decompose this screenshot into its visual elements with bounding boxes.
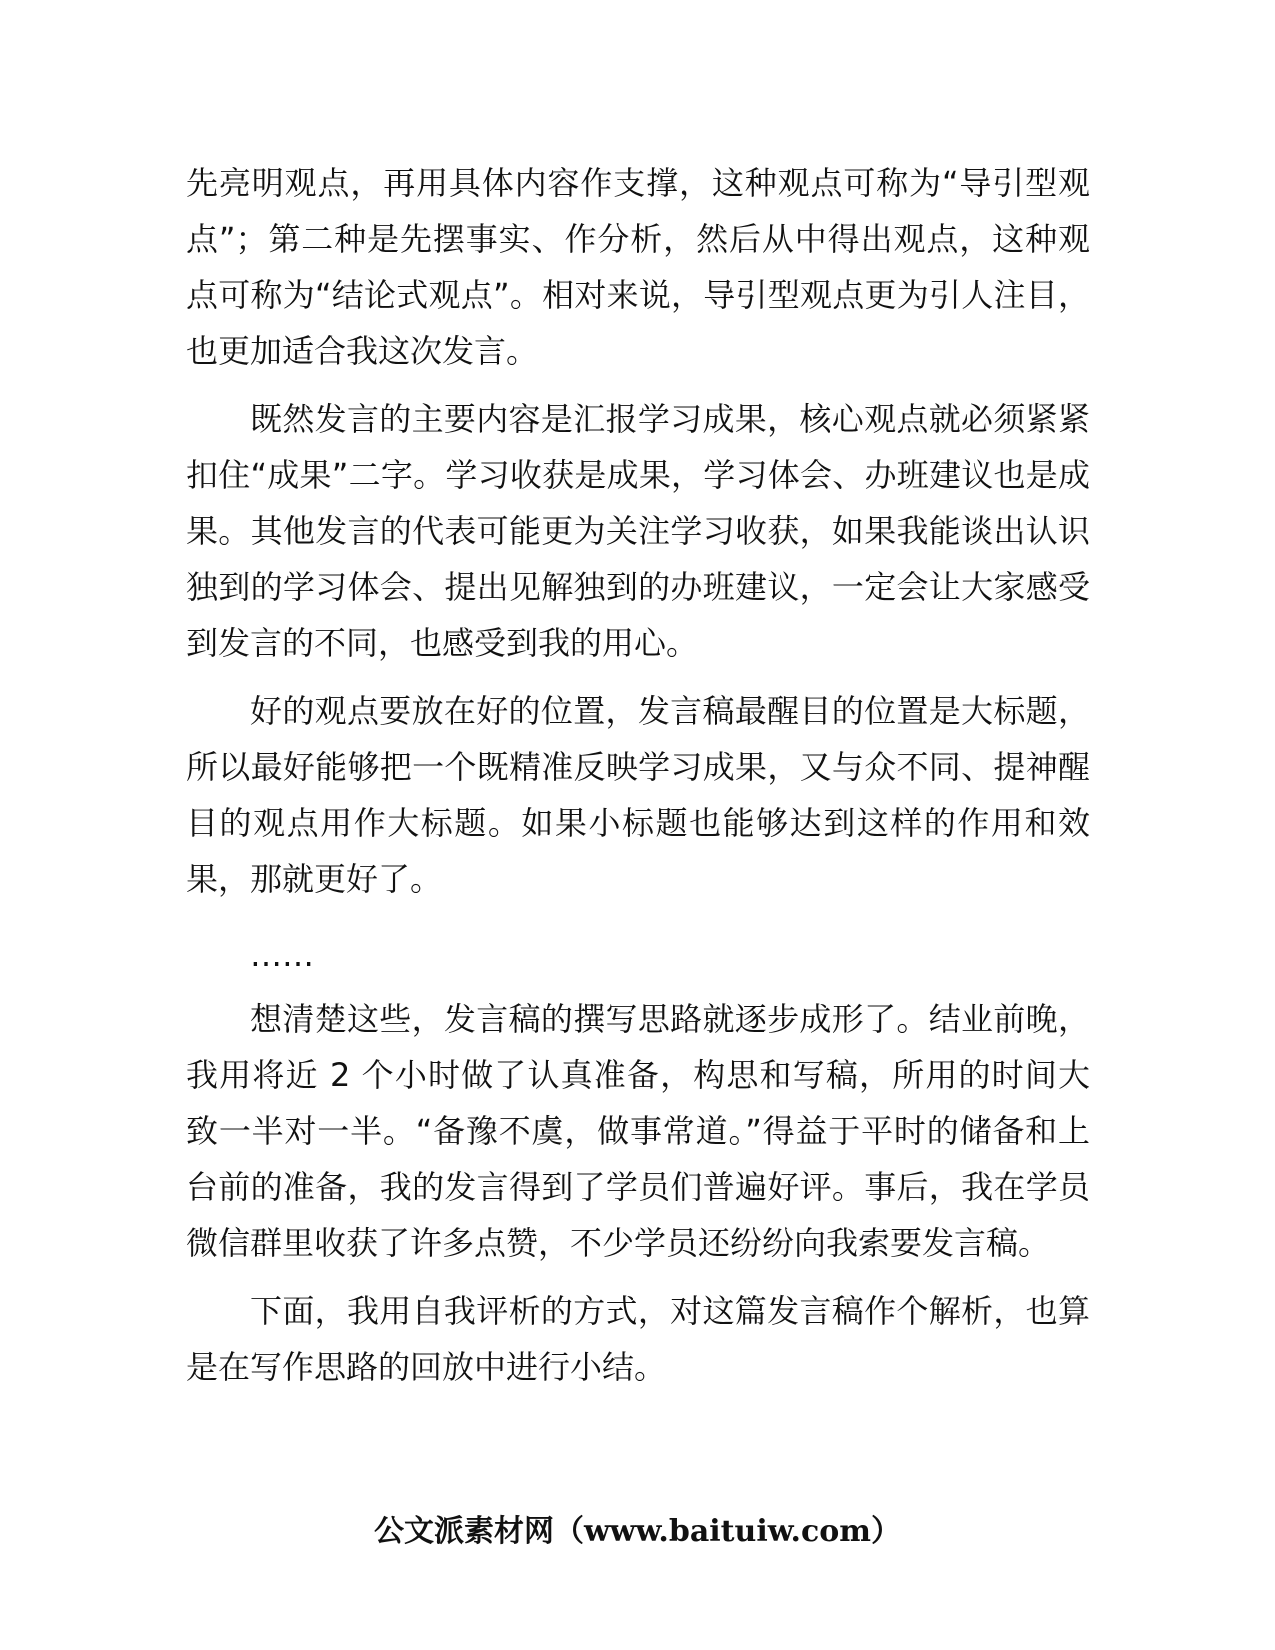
paragraph-2: 既然发言的主要内容是汇报学习成果，核心观点就必须紧紧扣住“成果”二字。学习收获是成果，学习体会、办班建议也是成果。其他发言的代表可能更为关注学习收获，如果我能谈出认识独到的学习体会、提出见解独到的办班建议，一定会让大家感受到发言的不同，也感受到我的用心。 bbox=[186, 400, 1090, 662]
paragraph-3: 好的观点要放在好的位置，发言稿最醒目的位置是大标题，所以最好能够把一个既精准反映学习成果，又与众不同、提神醒目的观点用作大标题。如果小标题也能够达到这样的作用和效果，那就更好了。 bbox=[186, 692, 1090, 898]
ellipsis-paragraph: …… bbox=[250, 936, 314, 974]
paragraph-6: 下面，我用自我评析的方式，对这篇发言稿作个解析，也算是在写作思路的回放中进行小结。 bbox=[186, 1292, 1090, 1386]
paragraph-1: 先亮明观点，再用具体内容作支撑，这种观点可称为“导引型观点”；第二种是先摆事实、作分析，然后从中得出观点，这种观点可称为“结论式观点”。相对来说，导引型观点更为引人注目，也更加适合我这次发言。 bbox=[186, 164, 1090, 370]
paragraph-5: 想清楚这些，发言稿的撰写思路就逐步成形了。结业前晚，我用将近 2 个小时做了认真准备，构思和写稿，所用的时间大致一半对一半。“备豫不虞，做事常道。”得益于平时的储备和上台前的准备，我的发言得到了学员们普遍好评。事后，我在学员微信群里收获了许多点赞，不少学员还纷纷向我索要发言稿。 bbox=[186, 1000, 1090, 1262]
footer-watermark: 公文派素材网（www.baituiw.com） bbox=[373, 1514, 902, 1549]
document-body bbox=[186, 155, 1090, 1395]
